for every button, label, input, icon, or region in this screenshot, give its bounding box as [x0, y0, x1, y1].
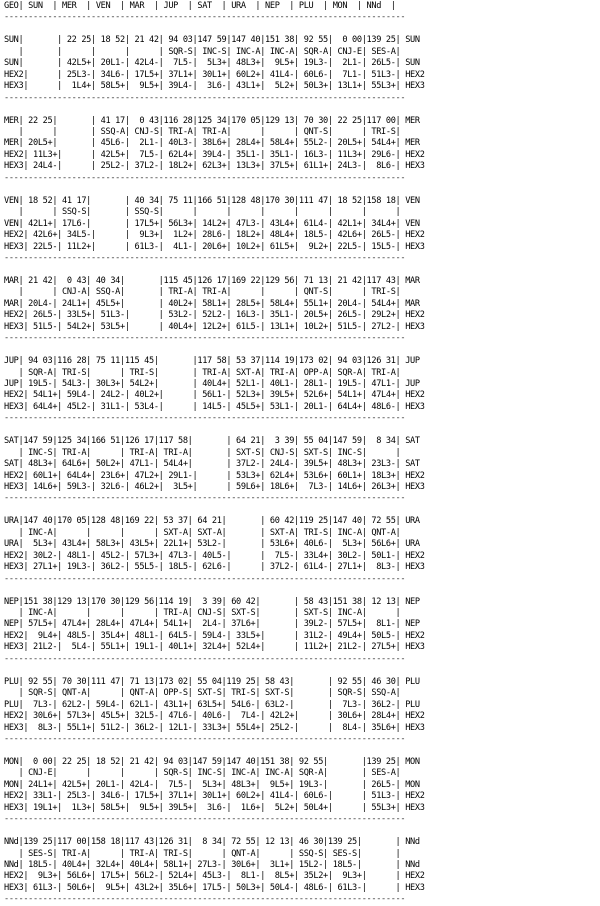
aspect-type-row: | | | | | SQR-S| INC-S| INC-A| INC-A| SQR-A| CNJ-E| SES-A| [4, 46, 401, 57]
table-row: NEP| 57L5+| 47L4+| 28L4+| 47L4+| 54L1+| 2L4-| 37L6+| | 39L2-| 57L5+| 8L1-| NEP [4, 619, 420, 630]
aspect-type-row: | INC-A| | | | TRI-A| CNJ-S| SXT-S| | SXT-S| INC-A| | [4, 608, 401, 619]
table-row: HEX2| | 25L3-| 34L6-| 17L5+| 37L1+| 30L1+| 60L2+| 41L4-| 60L6-| 7L1-| 51L3-| HEX2 [4, 69, 425, 80]
table-row: SUN| | 42L5+| 20L1-| 42L4-| 7L5-| 5L3+| 48L3+| 9L5+| 19L3-| 2L1-| 26L5-| SUN [4, 58, 420, 69]
aspect-type-row: | | SSQ-S| | SSQ-S| | | | | | | | [4, 207, 401, 218]
highlight-sun-mon-conjunction [466, 17, 518, 97]
table-row: HEX3| 64L4+| 45L2-| 31L1-| 53L4-| | 14L5-| 45L5+| 53L1-| 20L1-| 64L4+| 48L6-| HEX3 [4, 401, 425, 412]
section-divider: ----------------------------------------------------------------------------------- [4, 252, 406, 263]
aspect-grid-table [4, 1, 425, 906]
planet-section-mer [4, 104, 425, 184]
section-spacer [4, 264, 425, 275]
planet-section-plu [4, 665, 425, 745]
table-row: HEX2| 33L1-| 25L3-| 34L6-| 17L5+| 37L1+| 30L1+| 60L2+| 41L4-| 60L6-| | 51L3-| HEX2 [4, 791, 425, 802]
angle-row: NEP|151 38|129 13|170 30|129 56|114 19| 3 39| 60 42| | 58 43|151 38| 12 13| NEP [4, 596, 420, 607]
table-row: HEX3| 51L5-| 54L2+| 53L5+| | 40L4+| 12L2+| 61L5-| 13L1+| 10L2+| 51L5-| 27L2-| HEX3 [4, 321, 425, 332]
table-row: HEX3| 8L3-| 55L1+| 51L2-| 36L2-| 12L1-| 33L3+| 55L4+| 25L2-| | 8L4-| 35L6+| HEX3 [4, 722, 425, 733]
angle-row: PLU| 92 55| 70 30|111 47| 71 13|173 02| 55 04|119 25| 58 43| | 92 55| 46 30| PLU [4, 676, 420, 687]
angle-row: MON| 0 00| 22 25| 18 52| 21 42| 94 03|147 59|147 40|151 38| 92 55| |139 25| MON [4, 756, 420, 767]
table-row: HEX2| 30L2-| 48L1-| 45L2-| 57L3+| 47L3-| 40L5-| | 7L5-| 33L4+| 30L2-| 50L1-| HEX2 [4, 550, 425, 561]
section-divider: ----------------------------------------------------------------------------------- [4, 413, 406, 424]
angle-row: MAR| 21 42| 0 43| 40 34| |115 45|126 17|169 22|129 56| 71 13| 21 42|117 43| MAR [4, 275, 420, 286]
table-row: PLU| 7L3-| 62L2-| 59L4-| 62L1-| 43L1+| 63L5+| 54L6-| 63L2-| | 7L3-| 36L2-| PLU [4, 699, 420, 710]
header-divider: ----------------------------------------------------------------------------------- [4, 12, 406, 23]
angle-row: NNd|139 25|117 00|158 18|117 43|126 31| 8 34| 72 55| 12 13| 46 30|139 25| | NNd [4, 837, 420, 848]
angle-row: MER| 22 25| | 41 17| 0 43|116 28|125 34|170 05|129 13| 70 30| 22 25|117 00| MER [4, 115, 420, 126]
table-row: URA| 5L3+| 43L4+| 58L3+| 43L5+| 22L1+| 53L2-| | 53L6+| 40L6-| 5L3+| 56L6+| URA [4, 539, 420, 550]
table-row: HEX3| 24L4-| | 25L2-| 37L2-| 18L2+| 62L3+| 13L3+| 37L5+| 61L1+| 24L3-| 8L6-| HEX3 [4, 161, 425, 172]
table-row: HEX2| 9L3+| 56L6+| 17L5+| 56L2-| 52L4+| 45L3-| 8L1-| 8L5+| 35L2+| 9L3+| | HEX2 [4, 871, 425, 882]
aspect-type-row: | CNJ-E| | | | SQR-S| INC-S| INC-A| INC-A| SQR-A| | SES-A| [4, 768, 401, 779]
section-divider: ----------------------------------------------------------------------------------- [4, 92, 406, 103]
planet-section-sun [4, 24, 425, 104]
section-divider: ----------------------------------------------------------------------------------- [4, 814, 406, 825]
section-divider: ----------------------------------------------------------------------------------- [4, 573, 406, 584]
table-row: HEX3| | 1L4+| 58L5+| 9L5+| 39L4-| 3L6-| 43L1+| 5L2+| 50L3+| 13L1+| 55L3+| HEX3 [4, 81, 425, 92]
aspect-type-row: | | | SSQ-A| CNJ-S| TRI-A| TRI-A| | | QNT-S| | TRI-S| [4, 126, 401, 137]
planet-section-mar [4, 264, 425, 344]
table-row: HEX2| 54L1+| 59L4-| 24L2-| 40L2+| | 56L1-| 52L3+| 39L5+| 52L6+| 54L1+| 47L4+| HEX2 [4, 390, 425, 401]
table-row: HEX2| 9L4+| 48L5-| 35L4+| 48L1-| 64L5-| 59L4-| 33L5+| | 31L2-| 49L4+| 50L5-| HEX2 [4, 630, 425, 641]
section-spacer [4, 585, 425, 596]
table-row: VEN| 42L1+| 17L6-| | 17L5+| 56L3+| 14L2+| 47L3-| 43L4+| 61L4-| 42L1+| 34L4+| VEN [4, 218, 420, 229]
angle-row: JUP| 94 03|116 28| 75 11|115 45| |117 58| 53 37|114 19|173 02| 94 03|126 31| JUP [4, 356, 420, 367]
table-row: SAT| 48L3+| 64L6+| 50L2+| 47L1-| 54L4+| | 37L2-| 24L4-| 39L5+| 48L3+| 23L3-| SAT [4, 459, 420, 470]
planet-section-ven [4, 184, 425, 264]
table-row: MAR| 20L4-| 24L1+| 45L5+| | 40L2+| 58L1+| 28L5+| 58L4+| 55L1+| 20L4-| 54L4+| MAR [4, 298, 420, 309]
section-divider: ----------------------------------------------------------------------------------- [4, 894, 406, 905]
table-row: HEX2| 26L5-| 33L5+| 51L3-| | 53L2-| 52L2-| 16L3-| 35L1-| 20L5+| 26L5-| 29L2+| HEX2 [4, 310, 425, 321]
table-row: HEX3| 14L6+| 59L3-| 32L6-| 46L2+| 3L5+| | 59L6+| 18L6+| 7L3-| 14L6+| 26L3+| HEX3 [4, 482, 425, 493]
section-divider: ----------------------------------------------------------------------------------- [4, 653, 406, 664]
table-row: HEX2| 11L3+| | 42L5+| 7L5-| 62L4+| 39L4-| 35L1-| 35L1-| 16L3-| 11L3+| 29L6-| HEX2 [4, 149, 425, 160]
planet-section-nnd [4, 826, 425, 906]
section-spacer [4, 345, 425, 356]
table-row: HEX3| 19L1+| 1L3+| 58L5+| 9L5+| 39L5+| 3L6-| 1L6+| 5L2+| 50L4+| | 55L3+| HEX3 [4, 802, 425, 813]
table-row: HEX3| 61L3-| 50L6+| 9L5+| 43L2+| 35L6+| 17L5-| 50L3+| 50L4-| 48L6-| 61L3-| | HEX3 [4, 882, 425, 893]
table-row: HEX2| 30L6+| 57L3+| 45L5+| 32L5-| 47L6-| 40L6-| 7L4-| 42L2+| | 30L6+| 28L4+| HEX2 [4, 711, 425, 722]
table-row: HEX3| 22L5-| 11L2+| | 61L3-| 4L1-| 20L6+| 10L2+| 61L5+| 9L2+| 22L5-| 15L5-| HEX3 [4, 241, 425, 252]
angle-row: URA|147 40|170 05|128 48|169 22| 53 37| 64 21| | 60 42|119 25|147 40| 72 55| URA [4, 516, 420, 527]
section-divider: ----------------------------------------------------------------------------------- [4, 493, 406, 504]
section-spacer [4, 505, 425, 516]
table-row: HEX3| 21L2-| 5L4-| 55L1+| 19L1-| 40L1+| 32L4+| 52L4+| | 11L2+| 21L2-| 27L5+| HEX3 [4, 642, 425, 653]
aspect-type-row: | SES-S| TRI-A| | TRI-A| TRI-S| | QNT-A| | SSQ-S| SES-S| | [4, 848, 401, 859]
table-row: HEX2| 42L6+| 34L5-| | 9L3+| 1L2+| 28L6-| 18L2+| 48L4+| 18L5-| 42L6+| 26L5-| HEX2 [4, 230, 425, 241]
planet-section-ura [4, 505, 425, 585]
section-divider: ----------------------------------------------------------------------------------- [4, 333, 406, 344]
aspect-type-row: | SQR-S| QNT-A| | QNT-A| OPP-S| SXT-S| TRI-S| SXT-S| | SQR-S| SSQ-A| [4, 688, 401, 699]
planet-sections [4, 24, 425, 906]
table-row: JUP| 19L5-| 54L3-| 30L3+| 54L2+| | 40L4+| 52L1-| 40L1-| 28L1-| 19L5-| 47L1-| JUP [4, 378, 420, 389]
table-row: HEX3| 27L1+| 19L3-| 36L2-| 55L5-| 18L5-| 62L6-| | 37L2-| 61L4-| 27L1+| 8L3-| HEX3 [4, 562, 425, 573]
table-row: MON| 24L1+| 42L5+| 20L1-| 42L4-| 7L5-| 5L3+| 48L3+| 9L5+| 19L3-| | 26L5-| MON [4, 779, 420, 790]
planet-section-mon [4, 745, 425, 825]
angle-row: SAT|147 59|125 34|166 51|126 17|117 58| | 64 21| 3 39| 55 04|147 59| 8 34| SAT [4, 436, 420, 447]
aspect-type-row: | SQR-A| TRI-S| | TRI-S| | TRI-A| SXT-A| TRI-A| OPP-A| SQR-A| TRI-A| [4, 367, 401, 378]
planet-section-jup [4, 345, 425, 425]
section-spacer [4, 184, 425, 195]
table-header-row: GEO| SUN | MER | VEN | MAR | JUP | SAT | URA | NEP | PLU | MON | NNd | [4, 1, 396, 11]
aspect-type-row: | | CNJ-A| SSQ-A| | TRI-A| TRI-A| | | QNT-S| | TRI-S| [4, 287, 401, 298]
section-spacer [4, 665, 425, 676]
section-spacer [4, 826, 425, 837]
aspect-type-row: | INC-A| | | | SXT-A| SXT-A| | SXT-A| TRI-S| INC-A| QNT-A| [4, 527, 401, 538]
aspect-type-row: | INC-S| TRI-A| | TRI-A| TRI-A| | SXT-S| CNJ-S| SXT-S| INC-S| | [4, 447, 401, 458]
section-spacer [4, 425, 425, 436]
planet-section-nep [4, 585, 425, 665]
section-divider: ----------------------------------------------------------------------------------- [4, 734, 406, 744]
section-spacer [4, 745, 425, 756]
section-divider: ----------------------------------------------------------------------------------- [4, 172, 406, 183]
angle-row: VEN| 18 52| 41 17| | 40 34| 75 11|166 51|128 48|170 30|111 47| 18 52|158 18| VEN [4, 195, 420, 206]
table-row: MER| 20L5+| | 45L6-| 2L1-| 40L3-| 38L6+| 28L4+| 58L4+| 55L2-| 20L5+| 54L4+| MER [4, 138, 420, 149]
table-row: HEX2| 60L1+| 64L4+| 23L6+| 47L2+| 29L1-| | 53L3+| 62L4+| 53L6+| 60L1+| 18L3+| HEX2 [4, 470, 425, 481]
angle-row: SUN| | 22 25| 18 52| 21 42| 94 03|147 59|147 40|151 38| 92 55| 0 00|139 25| SUN [4, 35, 420, 46]
planet-section-sat [4, 425, 425, 505]
section-spacer [4, 104, 425, 115]
section-spacer [4, 24, 425, 35]
table-row: NNd| 18L5-| 40L4+| 32L4+| 40L4+| 58L1+| 27L3-| 30L6+| 3L1+| 15L2-| 18L5-| | NNd [4, 859, 420, 870]
